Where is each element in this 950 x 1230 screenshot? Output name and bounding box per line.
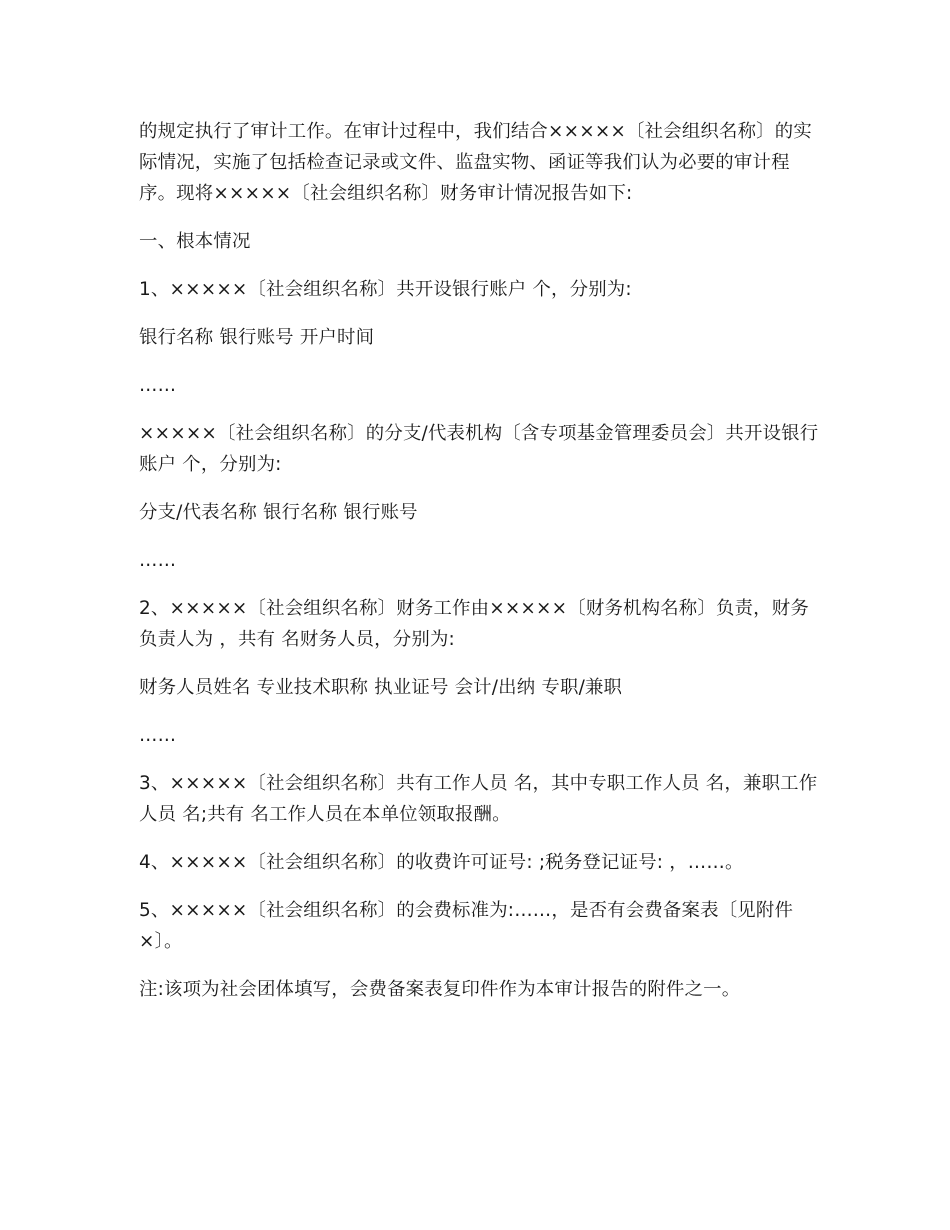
ellipsis-line: …… <box>139 550 177 571</box>
paragraph-license-numbers: 4、×××××〔社会组织名称〕的收费许可证号: ;税务登记证号: ，……。 <box>139 852 744 873</box>
bank-table-header: 银行名称 银行账号 开户时间 <box>139 327 375 348</box>
section-heading-basic-info: 一、根本情况 <box>139 231 251 252</box>
paragraph-finance-staff: 2、×××××〔社会组织名称〕财务工作由×××××〔财务机构名称〕负责，财务负责人为 ，共有 名财务人员，分别为: <box>139 598 809 650</box>
paragraph-membership-fee: 5、×××××〔社会组织名称〕的会费标准为:……，是否有会费备案表〔见附件×〕。 <box>139 900 794 952</box>
paragraph-audit-intro: 的规定执行了审计工作。在审计过程中，我们结合×××××〔社会组织名称〕的实际情况，实施了包括检查记录或文件、监盘实物、函证等我们认为必要的审计程序。现将×××××〔社会组织名称〕财务审计情况报告如下: <box>139 121 812 204</box>
paragraph-note: 注:该项为社会团体填写，会费备案表复印件作为本审计报告的附件之一。 <box>139 979 741 1000</box>
paragraph-staff-count: 3、×××××〔社会组织名称〕共有工作人员 名，其中专职工作人员 名，兼职工作人员 名;共有 名工作人员在本单位领取报酬。 <box>139 773 818 825</box>
paragraph-branch-accounts: ×××××〔社会组织名称〕的分支/代表机构〔含专项基金管理委员会〕共开设银行账户 个，分别为: <box>139 423 819 475</box>
branch-table-header: 分支/代表名称 银行名称 银行账号 <box>139 502 418 523</box>
document-body <box>139 116 819 1005</box>
ellipsis-line: …… <box>139 375 177 396</box>
paragraph-bank-accounts: 1、×××××〔社会组织名称〕共开设银行账户 个，分别为: <box>139 279 632 300</box>
ellipsis-line: …… <box>139 725 177 746</box>
finance-staff-table-header: 财务人员姓名 专业技术职称 执业证号 会计/出纳 专职/兼职 <box>139 677 623 698</box>
